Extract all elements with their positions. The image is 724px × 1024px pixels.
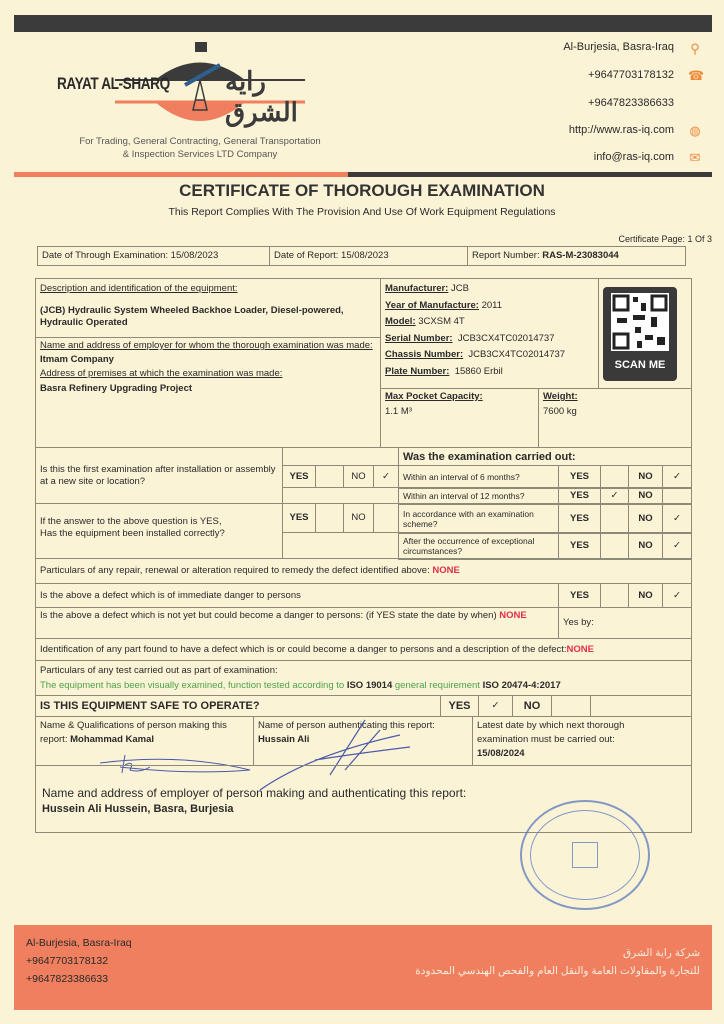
serial-label: Serial Number: bbox=[385, 332, 453, 344]
q1-no[interactable]: NO bbox=[343, 465, 374, 488]
future-danger-cell bbox=[35, 607, 559, 639]
immediate-yes[interactable]: YES bbox=[558, 583, 601, 608]
test-iso-1: ISO 19014 bbox=[346, 680, 393, 691]
tagline-2: & Inspection Services LTD Company bbox=[122, 149, 278, 160]
auth-label: Name of person authenticating this report: bbox=[258, 720, 435, 731]
contact-website[interactable]: http://www.ras-iq.com bbox=[568, 124, 674, 136]
page-subtitle: This Report Complies With The Provision And Use Of Work Equipment Regulations bbox=[168, 206, 556, 218]
q2-line-2: Has the equipment been installed correctly? bbox=[40, 528, 225, 539]
future-danger-value: NONE bbox=[499, 610, 527, 621]
model-value: 3CXSM 4T bbox=[418, 316, 465, 327]
contact-phone-1: +9647703178132 bbox=[588, 69, 674, 81]
chassis-label: Chassis Number: bbox=[385, 349, 464, 360]
location-pin-icon: ⚲ bbox=[690, 41, 700, 56]
footer-phone-2: +9647823386633 bbox=[26, 973, 109, 985]
question-first-exam: Is this the first examination after installation or assembly at a new site or location? bbox=[35, 447, 283, 504]
q1-no-check[interactable]: ✓ bbox=[373, 465, 399, 488]
carried-out-question: Within an interval of 6 months? bbox=[398, 465, 559, 489]
qr-code-icon bbox=[611, 293, 669, 351]
repair-row bbox=[35, 558, 692, 584]
carried-out-no[interactable]: NO bbox=[628, 503, 663, 534]
carried-out-yes[interactable]: YES bbox=[558, 503, 601, 534]
carried-out-no-box[interactable]: ✓ bbox=[662, 465, 692, 489]
next-exam-cell bbox=[472, 716, 692, 766]
carried-out-no[interactable]: NO bbox=[628, 487, 663, 505]
weight-cell bbox=[538, 388, 692, 448]
logo-text-en: RAYAT AL-SHARQ bbox=[57, 74, 170, 93]
maker-name: Mohammad Kamal bbox=[70, 734, 155, 745]
top-bar bbox=[14, 15, 712, 32]
equipment-description-cell bbox=[35, 278, 381, 448]
q1-yes-box[interactable] bbox=[315, 465, 344, 488]
capacity-cell bbox=[380, 388, 539, 448]
tagline-1: For Trading, General Contracting, General Transportation bbox=[79, 136, 321, 147]
carried-out-yes-box[interactable] bbox=[600, 465, 629, 489]
equipment-details-cell bbox=[380, 278, 599, 389]
employer-value: Itmam Company bbox=[40, 354, 114, 365]
phone-icon: ☎ bbox=[688, 68, 705, 83]
q1-blank-bottom bbox=[282, 487, 399, 504]
carried-out-no[interactable]: NO bbox=[628, 465, 663, 489]
report-number-value: RAS-M-23083044 bbox=[542, 250, 619, 261]
carried-out-title: Was the examination carried out: bbox=[398, 447, 692, 466]
safe-no-box[interactable] bbox=[551, 695, 591, 717]
footer-arabic-1: شركة راية الشرق bbox=[622, 947, 700, 959]
carried-out-no[interactable]: NO bbox=[628, 532, 663, 560]
carried-out-no-box[interactable]: ✓ bbox=[662, 532, 692, 560]
manufacturer-label: Manufacturer: bbox=[385, 283, 449, 294]
qr-cell bbox=[598, 278, 692, 389]
qr-code[interactable] bbox=[603, 287, 677, 381]
future-danger-label: Is the above a defect which is not yet but could become a danger to persons: (if YES state the date by when) bbox=[40, 610, 500, 621]
capacity-value: 1.1 M³ bbox=[385, 406, 412, 417]
contact-address: Al-Burjesia, Basra-Iraq bbox=[563, 41, 674, 53]
chassis-value: JCB3CX4TC02014737 bbox=[468, 349, 566, 360]
repair-value: NONE bbox=[432, 565, 460, 576]
contact-email[interactable]: info@ras-iq.com bbox=[593, 151, 674, 163]
carried-out-yes-box[interactable] bbox=[600, 532, 629, 560]
contact-phone-2: +9647823386633 bbox=[588, 97, 674, 109]
employer-label: Name and address of employer for whom the thorough examination was made: bbox=[40, 340, 373, 351]
question-installed-correctly bbox=[35, 503, 283, 559]
plate-value: 15860 Erbil bbox=[454, 365, 503, 377]
carried-out-yes[interactable]: YES bbox=[558, 532, 601, 560]
divider-dark bbox=[348, 172, 712, 177]
company-logo bbox=[55, 40, 345, 135]
year-value: 2011 bbox=[481, 299, 503, 311]
premises-label: Address of premises at which the examination was made: bbox=[40, 368, 283, 379]
globe-icon: ◍ bbox=[689, 123, 701, 138]
desc-value: (JCB) Hydraulic System Wheeled Backhoe Loader, Diesel-powered, Hydraulic Operated bbox=[40, 305, 344, 328]
q1-yes[interactable]: YES bbox=[282, 465, 316, 488]
q1-blank-top bbox=[282, 447, 399, 466]
immediate-yes-box[interactable] bbox=[600, 583, 629, 608]
employer-label: Name and address of employer of person making and authenticating this report: bbox=[42, 786, 467, 800]
test-label: Particulars of any test carried out as part of examination: bbox=[40, 665, 278, 676]
next-exam-date: 15/08/2024 bbox=[477, 748, 525, 759]
test-text-1: The equipment has been visually examined, function tested according to bbox=[40, 680, 347, 691]
q2-line-1: If the answer to the above question is YES, bbox=[40, 516, 222, 527]
carried-out-yes-box[interactable]: ✓ bbox=[600, 487, 629, 505]
test-text-2: general requirement bbox=[392, 680, 483, 691]
capacity-label: Max Pocket Capacity: bbox=[385, 391, 483, 402]
test-iso-2: ISO 20474-4:2017 bbox=[482, 680, 561, 691]
carried-out-yes[interactable]: YES bbox=[558, 465, 601, 489]
report-number-label: Report Number: bbox=[472, 250, 540, 261]
footer-phone-1: +9647703178132 bbox=[26, 955, 109, 967]
company-stamp bbox=[520, 800, 650, 910]
q2-yes[interactable]: YES bbox=[282, 503, 316, 533]
logo-text-ar: راية الشرق bbox=[225, 66, 298, 127]
auth-name: Hussain Ali bbox=[258, 734, 310, 745]
premises-value: Basra Refinery Upgrading Project bbox=[40, 383, 193, 394]
carried-out-yes[interactable]: YES bbox=[558, 487, 601, 505]
safe-label: IS THIS EQUIPMENT SAFE TO OPERATE? bbox=[35, 695, 441, 717]
certificate-page: Certificate Page: 1 Of 3 bbox=[618, 234, 712, 244]
manufacturer-value: JCB bbox=[450, 283, 469, 294]
scan-me-label: SCAN ME bbox=[614, 359, 666, 371]
mail-icon: ✉ bbox=[689, 150, 701, 165]
page-title: CERTIFICATE OF THOROUGH EXAMINATION bbox=[179, 181, 545, 200]
identification-value: NONE bbox=[566, 643, 594, 655]
safe-yes[interactable]: YES bbox=[440, 695, 479, 717]
q2-no[interactable]: NO bbox=[343, 503, 374, 533]
q2-yes-box[interactable] bbox=[315, 503, 344, 533]
safe-no[interactable]: NO bbox=[512, 695, 552, 717]
yes-by[interactable]: Yes by: bbox=[558, 607, 692, 639]
immediate-danger-label: Is the above a defect which is of immediate danger to persons bbox=[35, 583, 559, 608]
repair-label: Particulars of any repair, renewal or alteration required to remedy the defect identified above: bbox=[40, 565, 430, 576]
carried-out-question: In accordance with an examination scheme? bbox=[398, 503, 559, 534]
report-number bbox=[467, 246, 686, 266]
weight-label: Weight: bbox=[543, 391, 578, 402]
carried-out-yes-box[interactable] bbox=[600, 503, 629, 534]
safe-yes-check[interactable]: ✓ bbox=[478, 695, 513, 717]
carried-out-no-box[interactable]: ✓ bbox=[662, 503, 692, 534]
identification-row bbox=[35, 638, 692, 661]
weight-value: 7600 kg bbox=[543, 406, 577, 417]
identification-label: Identification of any part found to have a defect which is or could become a danger to persons and a description of the defect: bbox=[40, 643, 567, 655]
safe-blank bbox=[590, 695, 692, 717]
serial-value: JCB3CX4TC02014737 bbox=[457, 332, 555, 344]
report-date: Date of Report: 15/08/2023 bbox=[269, 246, 468, 266]
next-exam-label: Latest date by which next thorough examination must be carried out: bbox=[477, 720, 625, 745]
exam-date: Date of Through Examination: 15/08/2023 bbox=[37, 246, 270, 266]
immediate-no[interactable]: NO bbox=[628, 583, 663, 608]
q2-blank-bottom bbox=[282, 532, 399, 559]
maker-label: Name & Qualifications of person making this report: bbox=[40, 720, 227, 745]
desc-label: Description and identification of the equipment: bbox=[40, 283, 238, 294]
plate-label: Plate Number: bbox=[385, 365, 450, 377]
employer-name: Hussein Ali Hussein, Basra, Burjesia bbox=[42, 803, 234, 815]
carried-out-question: After the occurrence of exceptional circumstances? bbox=[398, 532, 559, 560]
q2-no-box[interactable] bbox=[373, 503, 399, 533]
model-label: Model: bbox=[385, 316, 416, 327]
year-label: Year of Manufacture: bbox=[385, 299, 479, 311]
immediate-no-check[interactable]: ✓ bbox=[662, 583, 692, 608]
test-row bbox=[35, 660, 692, 696]
footer-arabic-2: للتجارة والمقاولات العامة والنقل العام والفحص الهندسي المحدودة bbox=[415, 965, 700, 977]
footer-band bbox=[14, 925, 712, 1010]
footer-address: Al-Burjesia, Basra-Iraq bbox=[26, 937, 132, 949]
carried-out-question: Within an interval of 12 months? bbox=[398, 487, 559, 505]
divider-accent bbox=[14, 172, 348, 177]
